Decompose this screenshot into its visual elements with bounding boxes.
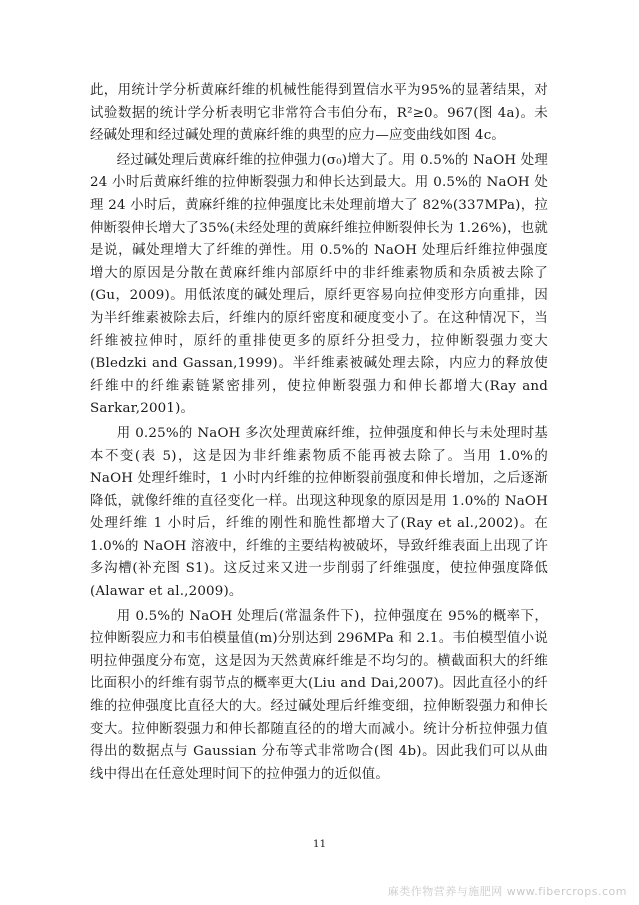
body-text — [90, 80, 548, 788]
paragraph-1: 此，用统计学分析黄麻纤维的机械性能得到置信水平为95%的显著结果，对试验数据的统计学分析表明它非常符合韦伯分布，R²≥0。967(图 4a)。未经碱处理和经过碱处理的黄麻纤维的典型的应力—应变曲线如图 4c。 — [90, 83, 548, 144]
paragraph-2: 经过碱处理后黄麻纤维的拉伸强力(σ₀)增大了。用 0.5%的 NaOH 处理 24 小时后黄麻纤维的拉伸断裂强力和伸长达到最大。用 0.5%的 NaOH 处理 24 小时后，黄麻纤维的拉伸强度比未处理前增大了 82%(337MPa)，拉伸断裂伸长增大了35%(未经处理的黄麻纤维拉伸断裂伸长为 1.26%)，也就是说，碱处理增大了纤维的弹性。用 0.5%的 NaOH 处理后纤维拉伸强度增大的原因是分散在黄麻纤维内部原纤中的非纤维素物质和杂质被去除了(Gu，2009)。用低浓度的碱处理后，原纤更容易向拉伸变形方向重排，因为半纤维素被除去后，纤维内的原纤密度和硬度变小了。在这种情况下，当纤维被拉伸时，原纤的重排使更多的原纤分担受力，拉伸断裂强力变大(Bledzki and Gassan,1999)。半纤维素被碱处理去除，内应力的释放使纤维中的纤维素链紧密排列，使拉伸断裂强力和伸长都增大(Ray and Sarkar,2001)。 — [90, 152, 548, 417]
watermark: 麻类作物营养与施肥网 www.fibercrops.com — [387, 885, 627, 898]
page-number: 11 — [312, 838, 327, 850]
paragraph-3: 用 0.25%的 NaOH 多次处理黄麻纤维，拉伸强度和伸长与未处理时基本不变(表 5)，这是因为非纤维素物质不能再被去除了。当用 1.0%的 NaOH 处理纤维时，1 小时内纤维的拉伸断裂前强度和伸长增加，之后逐渐降低，就像纤维的直径变化一样。出现这种现象的原因是用 1.0%的 NaOH 处理纤维 1 小时后，纤维的刚性和脆性都增大了(Ray et al.,2002)。在 1.0%的 NaOH 溶液中，纤维的主要结构被破坏，导致纤维表面上出现了许多沟槽(补充图 S1)。这反过来又进一步削弱了纤维强度，使拉伸强度降低(Alawar et al.,2009)。 — [90, 425, 548, 600]
paragraph-4: 用 0.5%的 NaOH 处理后(常温条件下)，拉伸强度在 95%的概率下，拉伸断裂应力和韦伯模量值(m)分别达到 296MPa 和 2.1。韦伯模型值小说明拉伸强度分布宽，这是因为天然黄麻纤维是不均匀的。横截面积大的纤维比面积小的纤维有弱节点的概率更大(Liu and Dai,2007)。因此直径小的纤维的拉伸强度比直径大的大。经过碱处理后纤维变细，拉伸断裂强力和伸长变大。拉伸断裂强力和伸长都随直径的的增大而减小。统计分析拉伸强力值得出的数据点与 Gaussian 分布等式非常吻合(图 4b)。因此我们可以从曲线中得出在任意处理时间下的拉伸强力的近似值。 — [90, 608, 548, 782]
